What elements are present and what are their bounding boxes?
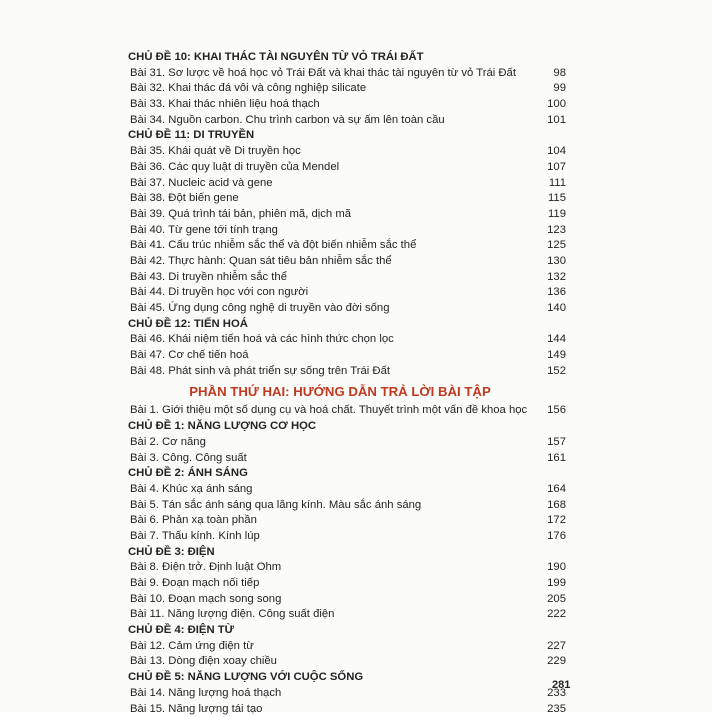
entry-title: Bài 47. Cơ chế tiến hoá: [130, 348, 249, 364]
toc-entry: [114, 364, 566, 380]
entry-page-number: 140: [544, 301, 566, 317]
toc-entry: [114, 451, 566, 467]
entry-title: Bài 39. Quá trình tái bản, phiên mã, dịch mã: [130, 207, 351, 223]
entry-page-number: 168: [544, 498, 566, 514]
entry-page-number: 123: [544, 223, 566, 239]
entry-title: Bài 32. Khai thác đá vôi và công nghiệp silicate: [130, 81, 366, 97]
toc-entry: [114, 285, 566, 301]
toc-entry: [114, 639, 566, 655]
entry-title: Bài 11. Năng lượng điện. Công suất điện: [130, 607, 334, 623]
toc-section-one: [114, 50, 566, 379]
entry-page-number: 172: [544, 513, 566, 529]
toc-entry: [114, 592, 566, 608]
entry-title: Bài 3. Công. Công suất: [130, 451, 247, 467]
toc-entry: [114, 254, 566, 270]
entry-page-number: 104: [544, 144, 566, 160]
chapter-heading: CHỦ ĐỀ 2: ÁNH SÁNG: [114, 466, 566, 482]
chapter-heading: CHỦ ĐỀ 1: NĂNG LƯỢNG CƠ HỌC: [114, 419, 566, 435]
toc-entry: [114, 348, 566, 364]
entry-page-number: 161: [544, 451, 566, 467]
toc-entry: [114, 176, 566, 192]
entry-page-number: 136: [544, 285, 566, 301]
entry-page-number: 115: [544, 191, 566, 207]
entry-title: Bài 36. Các quy luật di truyền của Mendel: [130, 160, 339, 176]
toc-entry: [114, 498, 566, 514]
toc-entry: [114, 529, 566, 545]
table-of-contents: [114, 50, 566, 717]
entry-page-number: 107: [544, 160, 566, 176]
entry-page-number: 222: [544, 607, 566, 623]
entry-title: Bài 12. Cảm ứng điện từ: [130, 639, 254, 655]
entry-title: Bài 10. Đoạn mạch song song: [130, 592, 281, 608]
entry-title: Bài 8. Điện trở. Định luật Ohm: [130, 560, 281, 576]
toc-entry: [114, 160, 566, 176]
entry-title: Bài 2. Cơ năng: [130, 435, 206, 451]
entry-title: Bài 5. Tán sắc ánh sáng qua lăng kính. Màu sắc ánh sáng: [130, 498, 421, 514]
entry-page-number: 157: [544, 435, 566, 451]
toc-entry: [114, 513, 566, 529]
chapter-heading: CHỦ ĐỀ 4: ĐIỆN TỪ: [114, 623, 566, 639]
entry-title: Bài 9. Đoạn mạch nối tiếp: [130, 576, 259, 592]
entry-page-number: 233: [544, 686, 566, 702]
entry-title: Bài 1. Giới thiệu một số dụng cụ và hoá chất. Thuyết trình một vấn đề khoa học: [130, 403, 527, 419]
toc-entry: [114, 435, 566, 451]
entry-title: Bài 41. Cấu trúc nhiễm sắc thể và đột biến nhiễm sắc thể: [130, 238, 416, 254]
toc-entry: [114, 66, 566, 82]
entry-title: Bài 34. Nguồn carbon. Chu trình carbon và sự ấm lên toàn cầu: [130, 113, 445, 129]
toc-entry: [114, 270, 566, 286]
toc-entry: [114, 144, 566, 160]
toc-entry: [114, 223, 566, 239]
entry-title: Bài 13. Dòng điện xoay chiều: [130, 654, 277, 670]
entry-title: Bài 42. Thực hành: Quan sát tiêu bản nhiễm sắc thể: [130, 254, 392, 270]
toc-entry: [114, 97, 566, 113]
entry-page-number: 199: [544, 576, 566, 592]
entry-page-number: 144: [544, 332, 566, 348]
chapter-heading: CHỦ ĐỀ 12: TIẾN HOÁ: [114, 317, 566, 333]
toc-entry: [114, 686, 566, 702]
entry-title: Bài 4. Khúc xạ ánh sáng: [130, 482, 252, 498]
toc-entry: [114, 607, 566, 623]
entry-page-number: 111: [544, 176, 566, 192]
entry-title: Bài 31. Sơ lược về hoá học vỏ Trái Đất và khai thác tài nguyên từ vỏ Trái Đất: [130, 66, 516, 82]
entry-page-number: 130: [544, 254, 566, 270]
entry-title: Bài 44. Di truyền học với con người: [130, 285, 308, 301]
entry-title: Bài 6. Phản xạ toàn phần: [130, 513, 257, 529]
toc-entry: [114, 238, 566, 254]
entry-title: Bài 15. Năng lượng tái tạo: [130, 702, 262, 717]
part-heading: PHẦN THỨ HAI: HƯỚNG DẪN TRẢ LỜI BÀI TẬP: [114, 381, 566, 403]
entry-title: Bài 35. Khái quát về Di truyền học: [130, 144, 301, 160]
entry-page-number: 190: [544, 560, 566, 576]
toc-entry: [114, 702, 566, 717]
entry-title: Bài 43. Di truyền nhiễm sắc thể: [130, 270, 287, 286]
entry-page-number: 235: [544, 702, 566, 717]
chapter-heading: CHỦ ĐỀ 10: KHAI THÁC TÀI NGUYÊN TỪ VỎ TRÁI ĐẤT: [114, 50, 566, 66]
toc-entry: [114, 191, 566, 207]
chapter-heading: CHỦ ĐỀ 3: ĐIỆN: [114, 545, 566, 561]
toc-entry: [114, 482, 566, 498]
toc-entry: [114, 81, 566, 97]
entry-page-number: 132: [544, 270, 566, 286]
entry-page-number: 229: [544, 654, 566, 670]
entry-page-number: 205: [544, 592, 566, 608]
chapter-heading: CHỦ ĐỀ 11: DI TRUYỀN: [114, 128, 566, 144]
entry-title: Bài 45. Ứng dụng công nghệ di truyền vào đời sống: [130, 301, 390, 317]
toc-entry: [114, 113, 566, 129]
page-number: 281: [552, 679, 570, 691]
entry-page-number: 164: [544, 482, 566, 498]
entry-title: Bài 48. Phát sinh và phát triển sự sống trên Trái Đất: [130, 364, 390, 380]
toc-entry: [114, 576, 566, 592]
toc-entry: [114, 207, 566, 223]
entry-title: Bài 38. Đột biến gene: [130, 191, 239, 207]
entry-title: Bài 46. Khái niệm tiến hoá và các hình thức chọn lọc: [130, 332, 394, 348]
entry-page-number: 176: [544, 529, 566, 545]
toc-entry: [114, 301, 566, 317]
toc-entry: [114, 332, 566, 348]
entry-title: Bài 14. Năng lượng hoá thạch: [130, 686, 281, 702]
chapter-heading: CHỦ ĐỀ 5: NĂNG LƯỢNG VỚI CUỘC SỐNG: [114, 670, 566, 686]
entry-page-number: 152: [544, 364, 566, 380]
entry-page-number: 101: [544, 113, 566, 129]
toc-section-two: [114, 403, 566, 717]
entry-page-number: 98: [544, 66, 566, 82]
entry-page-number: 227: [544, 639, 566, 655]
entry-page-number: 119: [544, 207, 566, 223]
entry-page-number: 125: [544, 238, 566, 254]
entry-title: Bài 7. Thấu kính. Kính lúp: [130, 529, 260, 545]
entry-page-number: 99: [544, 81, 566, 97]
entry-title: Bài 37. Nucleic acid và gene: [130, 176, 273, 192]
toc-entry: [114, 403, 566, 419]
toc-entry: [114, 654, 566, 670]
entry-title: Bài 40. Từ gene tới tính trạng: [130, 223, 278, 239]
entry-page-number: 149: [544, 348, 566, 364]
toc-entry: [114, 560, 566, 576]
entry-title: Bài 33. Khai thác nhiên liệu hoá thạch: [130, 97, 320, 113]
entry-page-number: 100: [544, 97, 566, 113]
entry-page-number: 156: [544, 403, 566, 419]
